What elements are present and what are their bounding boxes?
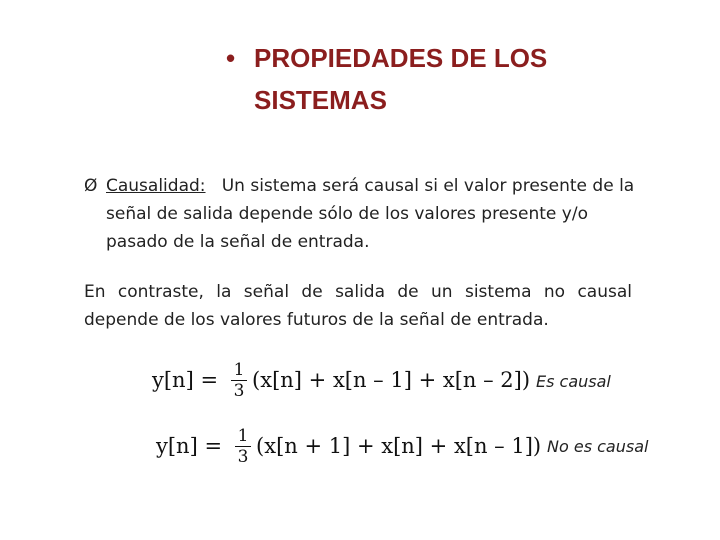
equation-causal: [152, 356, 530, 404]
fraction-denominator: 3: [233, 380, 245, 401]
title-line-1: PROPIEDADES DE LOS: [254, 43, 548, 73]
causality-text-block: [106, 172, 640, 256]
equation-fraction: [235, 427, 251, 466]
equation-rhs: (x[n + 1] + x[n] + x[n – 1]): [256, 434, 542, 458]
equation-fraction: [231, 361, 247, 400]
equation-rhs: (x[n] + x[n – 1] + x[n – 2]): [252, 368, 531, 392]
fraction-numerator: 1: [237, 425, 249, 446]
causality-definition: Un sistema será causal si el valor presente de la señal de salida depende sólo de los valores presente y/o pasado de la señal de entrada.: [106, 176, 635, 252]
title-bullet: •: [226, 43, 236, 73]
equation-lhs: y[n] =: [156, 434, 223, 458]
label-causal: Es causal: [536, 372, 611, 391]
fraction-denominator: 3: [237, 446, 249, 467]
label-noncausal: No es causal: [547, 437, 649, 456]
title-line-2: SISTEMAS: [254, 85, 387, 115]
equation-lhs: y[n] =: [152, 368, 219, 392]
contrast-paragraph: En contraste, la señal de salida de un sistema no causal depende de los valores futuros de la señal de entrada.: [84, 282, 632, 330]
fraction-numerator: 1: [233, 359, 245, 380]
causality-term: Causalidad:: [106, 176, 206, 196]
equation-noncausal: [156, 420, 541, 472]
arrow-bullet-icon: Ø: [84, 176, 98, 196]
